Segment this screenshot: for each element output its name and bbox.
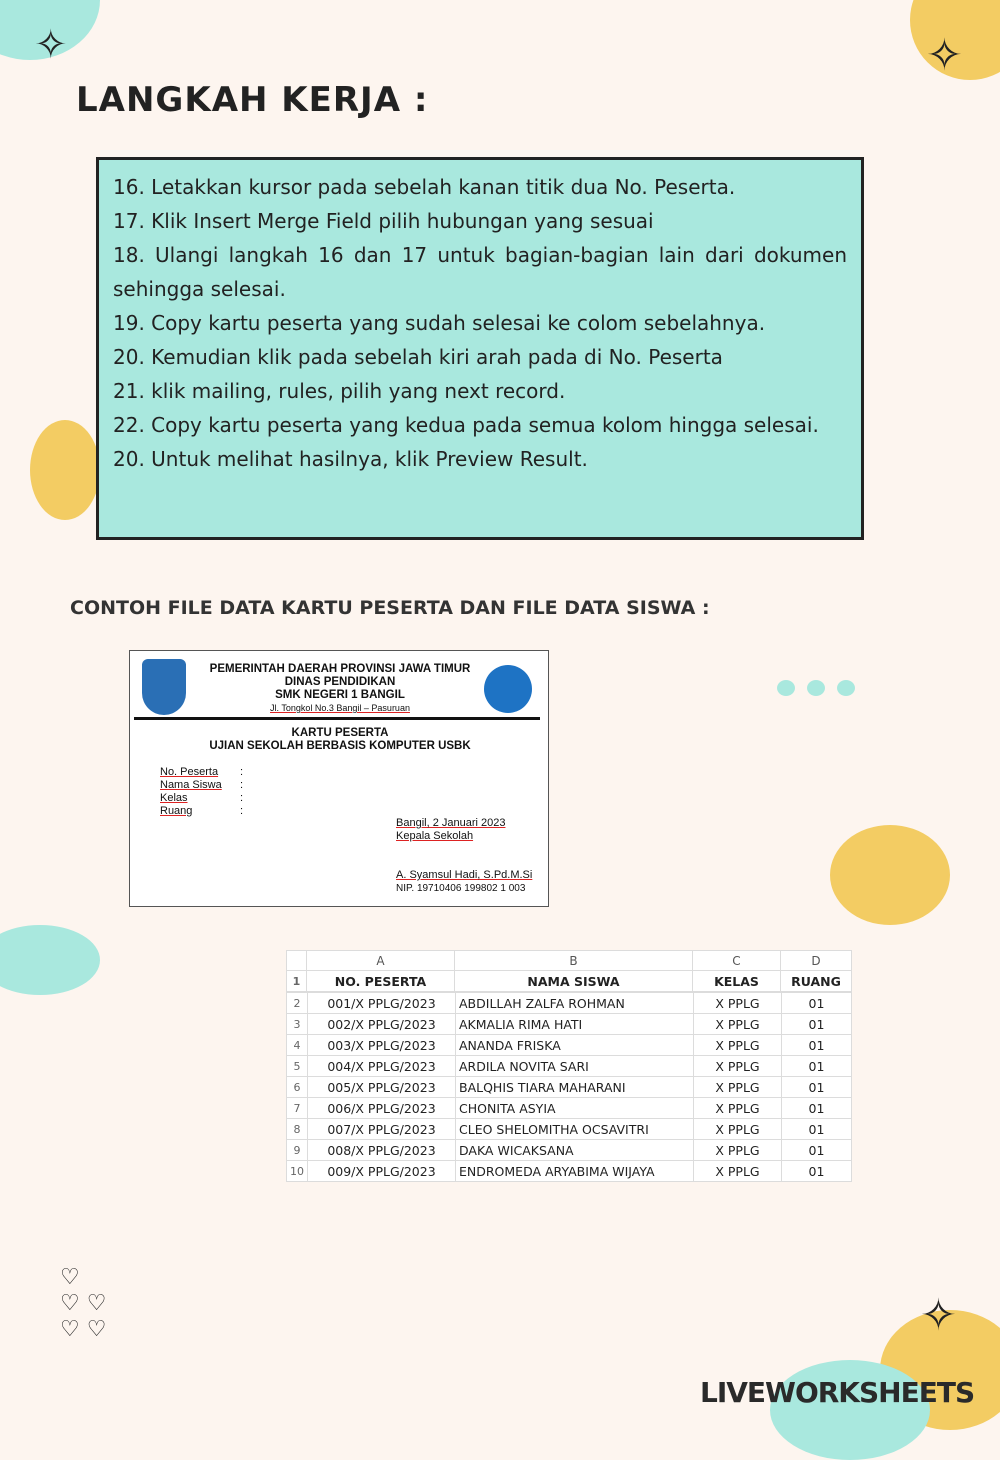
signer-nip: NIP. 19710406 199802 1 003 [396, 883, 526, 894]
table-cell[interactable]: ANANDA FRISKA [456, 1035, 694, 1056]
table-cell[interactable]: 007/X PPLG/2023 [308, 1119, 456, 1140]
section-subtitle: CONTOH FILE DATA KARTU PESERTA DAN FILE DATA SISWA : [70, 597, 710, 619]
table-row [287, 1077, 852, 1098]
table-cell[interactable]: X PPLG [694, 1035, 782, 1056]
column-header[interactable]: B [455, 951, 693, 971]
table-row [287, 1119, 852, 1140]
table-cell[interactable]: X PPLG [694, 1098, 782, 1119]
step-item: 16. Letakkan kursor pada sebelah kanan titik dua No. Peserta. [113, 175, 736, 199]
table-row [287, 1056, 852, 1077]
step-item: 20. Kemudian klik pada sebelah kiri arah pada di No. Peserta [113, 345, 723, 369]
step-item: 17. Klik Insert Merge Field pilih hubungan yang sesuai [113, 209, 654, 233]
table-cell[interactable]: 01 [782, 1077, 852, 1098]
province-logo [142, 659, 186, 715]
table-cell[interactable]: CHONITA ASYIA [456, 1098, 694, 1119]
row-number: 10 [287, 1161, 308, 1182]
row-number: 3 [287, 1014, 308, 1035]
decor-blob [0, 925, 100, 995]
dots-decor [777, 680, 855, 696]
sparkle-icon: ✧ [34, 22, 68, 68]
table-cell[interactable]: ENDROMEDA ARYABIMA WIJAYA [456, 1161, 694, 1182]
table-row [287, 1035, 852, 1056]
decor-blob [830, 825, 950, 925]
position: Kepala Sekolah [396, 830, 474, 842]
field-label: Ruang [160, 805, 193, 817]
row-number: 6 [287, 1077, 308, 1098]
table-row [287, 1140, 852, 1161]
column-header[interactable]: D [781, 951, 852, 971]
liveworksheets-logo: LIVEWORKSHEETS [700, 1376, 975, 1409]
ministry-logo [484, 665, 532, 713]
card-header-line: PEMERINTAH DAERAH PROVINSI JAWA TIMUR [209, 663, 471, 675]
table-cell[interactable]: 006/X PPLG/2023 [308, 1098, 456, 1119]
step-item: 18. Ulangi langkah 16 dan 17 untuk bagian-bagian lain dari dokumen sehingga selesai. [113, 243, 847, 301]
header-cell[interactable]: NO. PESERTA [307, 971, 455, 992]
field-label: Kelas [160, 792, 188, 804]
row-number: 5 [287, 1056, 308, 1077]
table-cell[interactable]: AKMALIA RIMA HATI [456, 1014, 694, 1035]
card-title: KARTU PESERTA [291, 727, 389, 739]
table-cell[interactable]: 01 [782, 1140, 852, 1161]
table-row [287, 993, 852, 1014]
table-cell[interactable]: BALQHIS TIARA MAHARANI [456, 1077, 694, 1098]
step-item: 22. Copy kartu peserta yang kedua pada semua kolom hingga selesai. [113, 413, 819, 437]
table-cell[interactable]: X PPLG [694, 1161, 782, 1182]
table-cell[interactable]: 01 [782, 1056, 852, 1077]
student-data-sheet: A B C D 1 NO. PESERTA NAMA SISWA KELAS RUANG 2 001/X PPLG/2023 ABDILLAH ZALFA ROHMAN X PPLG 01 3 002/X PPLG/2023 AKMALIA RIMA HATI X PPLG 01 4 003/X PPLG/2023 ANANDA FRISKA X PPLG 01 5 004/X PPLG/2023 ARDILA NOVITA SARI X PPLG 01 6 005/X PPLG/2023 BALQHIS TIARA MAHARANI X PPLG 01 7 006/X PPLG/2023 CHONITA ASYIA X PPLG 01 8 007/X PPLG/2023 CLEO SHELOMITHA OCSAVITRI X PPLG 01 9 008/X PPLG/2023 DAKA WICAKSANA X PPLG 01 10 009/X PPLG/2023 ENDROMEDA ARYABIMA WIJAYA X PPLG 01 [286, 950, 852, 1182]
row-number: 9 [287, 1140, 308, 1161]
decor-blob [30, 420, 100, 520]
row-number: 7 [287, 1098, 308, 1119]
table-cell[interactable]: 01 [782, 1098, 852, 1119]
step-item: 20. Untuk melihat hasilnya, klik Preview Result. [113, 447, 588, 471]
step-item: 21. klik mailing, rules, pilih yang next record. [113, 379, 566, 403]
header-cell[interactable]: NAMA SISWA [455, 971, 693, 992]
table-cell[interactable]: X PPLG [694, 1077, 782, 1098]
table-cell[interactable]: 01 [782, 1161, 852, 1182]
place-date: Bangil, 2 Januari 2023 [396, 817, 506, 829]
field-label: No. Peserta [160, 766, 219, 778]
colon: : [240, 779, 244, 791]
table-cell[interactable]: 01 [782, 993, 852, 1014]
table-cell[interactable]: X PPLG [694, 1140, 782, 1161]
table-cell[interactable]: ARDILA NOVITA SARI [456, 1056, 694, 1077]
table-cell[interactable]: 002/X PPLG/2023 [308, 1014, 456, 1035]
table-cell[interactable]: 005/X PPLG/2023 [308, 1077, 456, 1098]
row-number: 4 [287, 1035, 308, 1056]
table-cell[interactable]: ABDILLAH ZALFA ROHMAN [456, 993, 694, 1014]
table-row [287, 1014, 852, 1035]
card-header-line: SMK NEGERI 1 BANGIL [275, 689, 405, 701]
table-cell[interactable]: CLEO SHELOMITHA OCSAVITRI [456, 1119, 694, 1140]
table-cell[interactable]: X PPLG [694, 993, 782, 1014]
table-cell[interactable]: 001/X PPLG/2023 [308, 993, 456, 1014]
table-cell[interactable]: X PPLG [694, 1056, 782, 1077]
header-cell[interactable]: KELAS [693, 971, 781, 992]
column-header[interactable]: A [307, 951, 455, 971]
table-cell[interactable]: 01 [782, 1014, 852, 1035]
card-address: Jl. Tongkol No.3 Bangil – Pasuruan [270, 703, 410, 713]
sparkle-icon: ✧ [920, 1290, 957, 1341]
step-item: 19. Copy kartu peserta yang sudah selesai ke colom sebelahnya. [113, 311, 766, 335]
colon: : [240, 805, 244, 817]
hearts-icon: ♡ ♡ ♡ ♡ ♡ [60, 1265, 107, 1342]
card-header-line: DINAS PENDIDIKAN [284, 676, 396, 688]
steps-box [96, 157, 864, 540]
table-cell[interactable]: 004/X PPLG/2023 [308, 1056, 456, 1077]
colon: : [240, 792, 244, 804]
divider [134, 717, 540, 720]
decor-blob [770, 1360, 930, 1460]
exam-title: UJIAN SEKOLAH BERBASIS KOMPUTER USBK [209, 740, 471, 752]
table-cell[interactable]: X PPLG [694, 1119, 782, 1140]
sparkle-icon: ✧ [926, 30, 963, 81]
table-cell[interactable]: 008/X PPLG/2023 [308, 1140, 456, 1161]
row-number: 8 [287, 1119, 308, 1140]
colon: : [240, 766, 244, 778]
signer-name: A. Syamsul Hadi, S.Pd.M.Si [396, 869, 533, 881]
table-cell[interactable]: DAKA WICAKSANA [456, 1140, 694, 1161]
table-cell[interactable]: X PPLG [694, 1014, 782, 1035]
table-row [287, 1161, 852, 1182]
header-cell[interactable]: RUANG [781, 971, 852, 992]
page-title: LANGKAH KERJA : [76, 80, 429, 120]
table-cell[interactable]: 01 [782, 1119, 852, 1140]
table-row [287, 1098, 852, 1119]
field-label: Nama Siswa [160, 779, 222, 791]
participant-card [129, 650, 549, 907]
table-cell[interactable]: 003/X PPLG/2023 [308, 1035, 456, 1056]
column-header[interactable]: C [693, 951, 781, 971]
table-cell[interactable]: 009/X PPLG/2023 [308, 1161, 456, 1182]
row-number: 2 [287, 993, 308, 1014]
table-cell[interactable]: 01 [782, 1035, 852, 1056]
